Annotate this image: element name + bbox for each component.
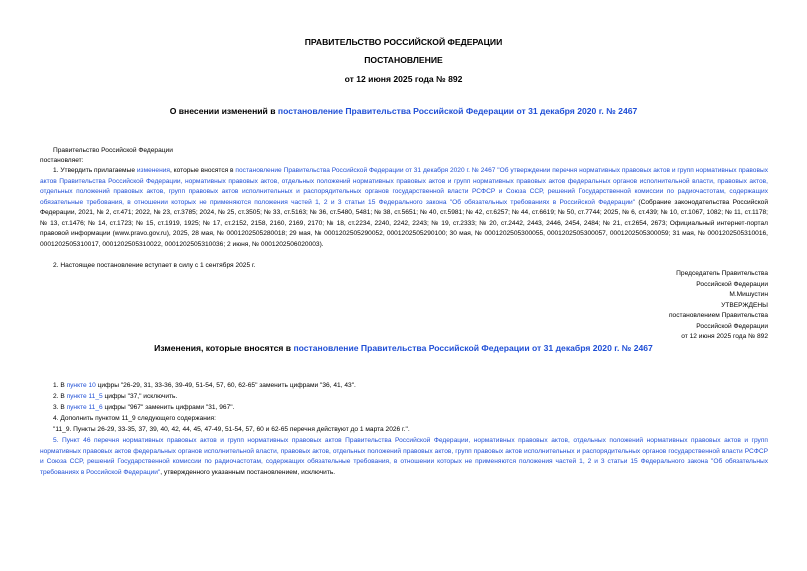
approval-stamp: УТВЕРЖДЕНЫ [721,301,768,309]
annex-title-link[interactable]: постановление Правительства Российской Федерации от 31 декабря 2020 г. № 2467 [293,343,653,353]
document-title-prefix: О внесении изменений в [169,106,278,116]
paragraph-1 [40,166,768,250]
point-11-6-link[interactable]: пункте 11_6 [66,404,103,411]
document-title [0,106,807,116]
changes-link[interactable]: изменения [136,167,170,174]
paragraph-1-text-b: , которые вносятся в [169,167,236,174]
approval-date: от 12 июня 2025 года № 892 [681,333,768,340]
intro-decrees: постановляет: [40,157,84,164]
document-title-link[interactable]: постановление Правительства Российской Федерации от 31 декабря 2020 г. № 2467 [277,106,638,116]
signature-name: М.Мишустин [729,291,768,298]
annex-item-3-text-b: цифры "967" заменить цифрами "31, 967". [102,404,235,411]
annex-item-5 [40,436,768,478]
annex-item-3-text-a: 3. В [53,404,67,411]
annex-item-3 [40,403,768,414]
approval-line-3: Российской Федерации [696,322,768,330]
annex-item-1-text-a: 1. В [53,382,67,389]
paragraph-1-text-a: 1. Утвердить прилагаемые [53,167,137,174]
annex-title [0,343,807,353]
signature-block [669,269,768,343]
annex-item-5-text-b: , утвержденного указанным постановлением, исключить. [160,468,336,476]
document-date-number: от 12 июня 2025 года № 892 [344,74,463,84]
annex-item-1 [40,381,768,392]
annex-item-2-text-a: 2. В [53,393,67,400]
annex-item-4-quote: "11_9. Пункты 26-29, 33-35, 37, 39, 40, 42, 44, 45, 47-49, 51-54, 57, 60 и 62-65 перечня действуют до 1 марта 2026 г.". [53,426,410,433]
government-heading: ПРАВИТЕЛЬСТВО РОССИЙСКОЙ ФЕДЕРАЦИИ [304,37,503,47]
signature-title-1: Председатель Правительства [676,270,768,277]
intro-government: Правительство Российской Федерации [53,147,173,154]
document-type-heading: ПОСТАНОВЛЕНИЕ [364,55,443,65]
point-11-5-link[interactable]: пункте 11_5 [66,393,103,400]
approval-line-2: постановлением Правительства [668,312,768,319]
annex-item-2-text-b: цифры "37," исключить. [102,393,178,400]
resolution-2467-link[interactable]: постановление Правительства Российской Федерации от 31 декабря 2020 г. № 2467 "Об утверждении перечня нормативных правовых актов и групп нормативных правовых актов Правительства Российской Федерации, нормативных правовых актов, отдельных положений нормативных правовых актов и групп нормативных правовых актов федеральных органов исполнительной власти, правовых актов, отдельных положений правовых актов, групп правовых актов исполнительных и распорядительных органов государственной власти РСФСР и Союза ССР, решений Государственной комиссии по радиочастотам, содержащих обязательные требования, в отношении которых не применяются положения частей 1, 2 и 3 статьи 15 Федерального закона "Об обязательных требованиях в Российской Федерации" [40,167,768,206]
paragraph-2: 2. Настоящее постановление вступает в силу с 1 сентября 2025 г. [53,262,256,269]
annex-item-2 [40,392,768,403]
point-46-link[interactable]: 5. Пункт 46 перечня нормативных правовых актов и групп нормативных правовых актов Правительства Российской Федерации, нормативных правовых актов, отдельных положений нормативных правовых актов и групп нормативных правовых актов федеральных органов исполнительной власти, правовых актов, отдельных положений правовых актов, групп правовых актов исполнительных и распорядительных органов государственной власти РСФСР и Союза ССР, решений Государственной комиссии по радиочастотам, содержащих обязательные требования, в отношении которых не применяются положения частей 1, 2 и 3 статьи 15 Федерального закона "Об обязательных требованиях в Российской Федерации" [40,437,768,476]
point-10-link[interactable]: пункте 10 [66,382,96,389]
annex-item-1-text-b: цифры "26-29, 31, 33-36, 39-49, 51-54, 57, 60, 62-65" заменить цифрами "36, 41, 43". [95,382,356,389]
paragraph-1-text-c: (Собрание законодательства Российской Федерации, 2021, № 2, ст.471; 2022, № 23, ст.3785; 2024, № 25, ст.3505; № 33, ст.5163; № 36, ст.5480, 5481; № 38, ст.5651; № 40, ст.5981; № 42, ст.6257; № 44, ст.6619; № 50, ст.7744; 2025, № 6, ст.439; № 10, ст.1067, 1082; № 11, ст.1178; № 13, ст.1476; № 14, ст.1723; № 15, ст.1919, 1925; № 17, ст.2152, 2158, 2160, 2169, 2170; № 18, ст.2234, 2240, 2242, 2243; № 19, ст.2333; № 20, ст.2442, 2443, 2446, 2454, 2484; № 21, ст.2654, 2673; Официальный интернет-портал правовой информации (www.pravo.gov.ru), 2025, 28 мая, № 0001202505280018; 29 мая, № 0001202505290052, 0001202505290100; 30 мая, № 0001202505300055, 0001202505300057, 0001202505300059; 31 мая, № 0001202505310016, 0001202505310017, 0001202505310022, 0001202505310036; 2 июня, № 0001202506020003). [40,198,769,248]
signature-title-2: Российской Федерации [696,280,768,288]
annex-title-prefix: Изменения, которые вносятся в [154,343,294,353]
annex-item-4: 4. Дополнить пунктом 11_9 следующего содержания: [53,415,216,422]
